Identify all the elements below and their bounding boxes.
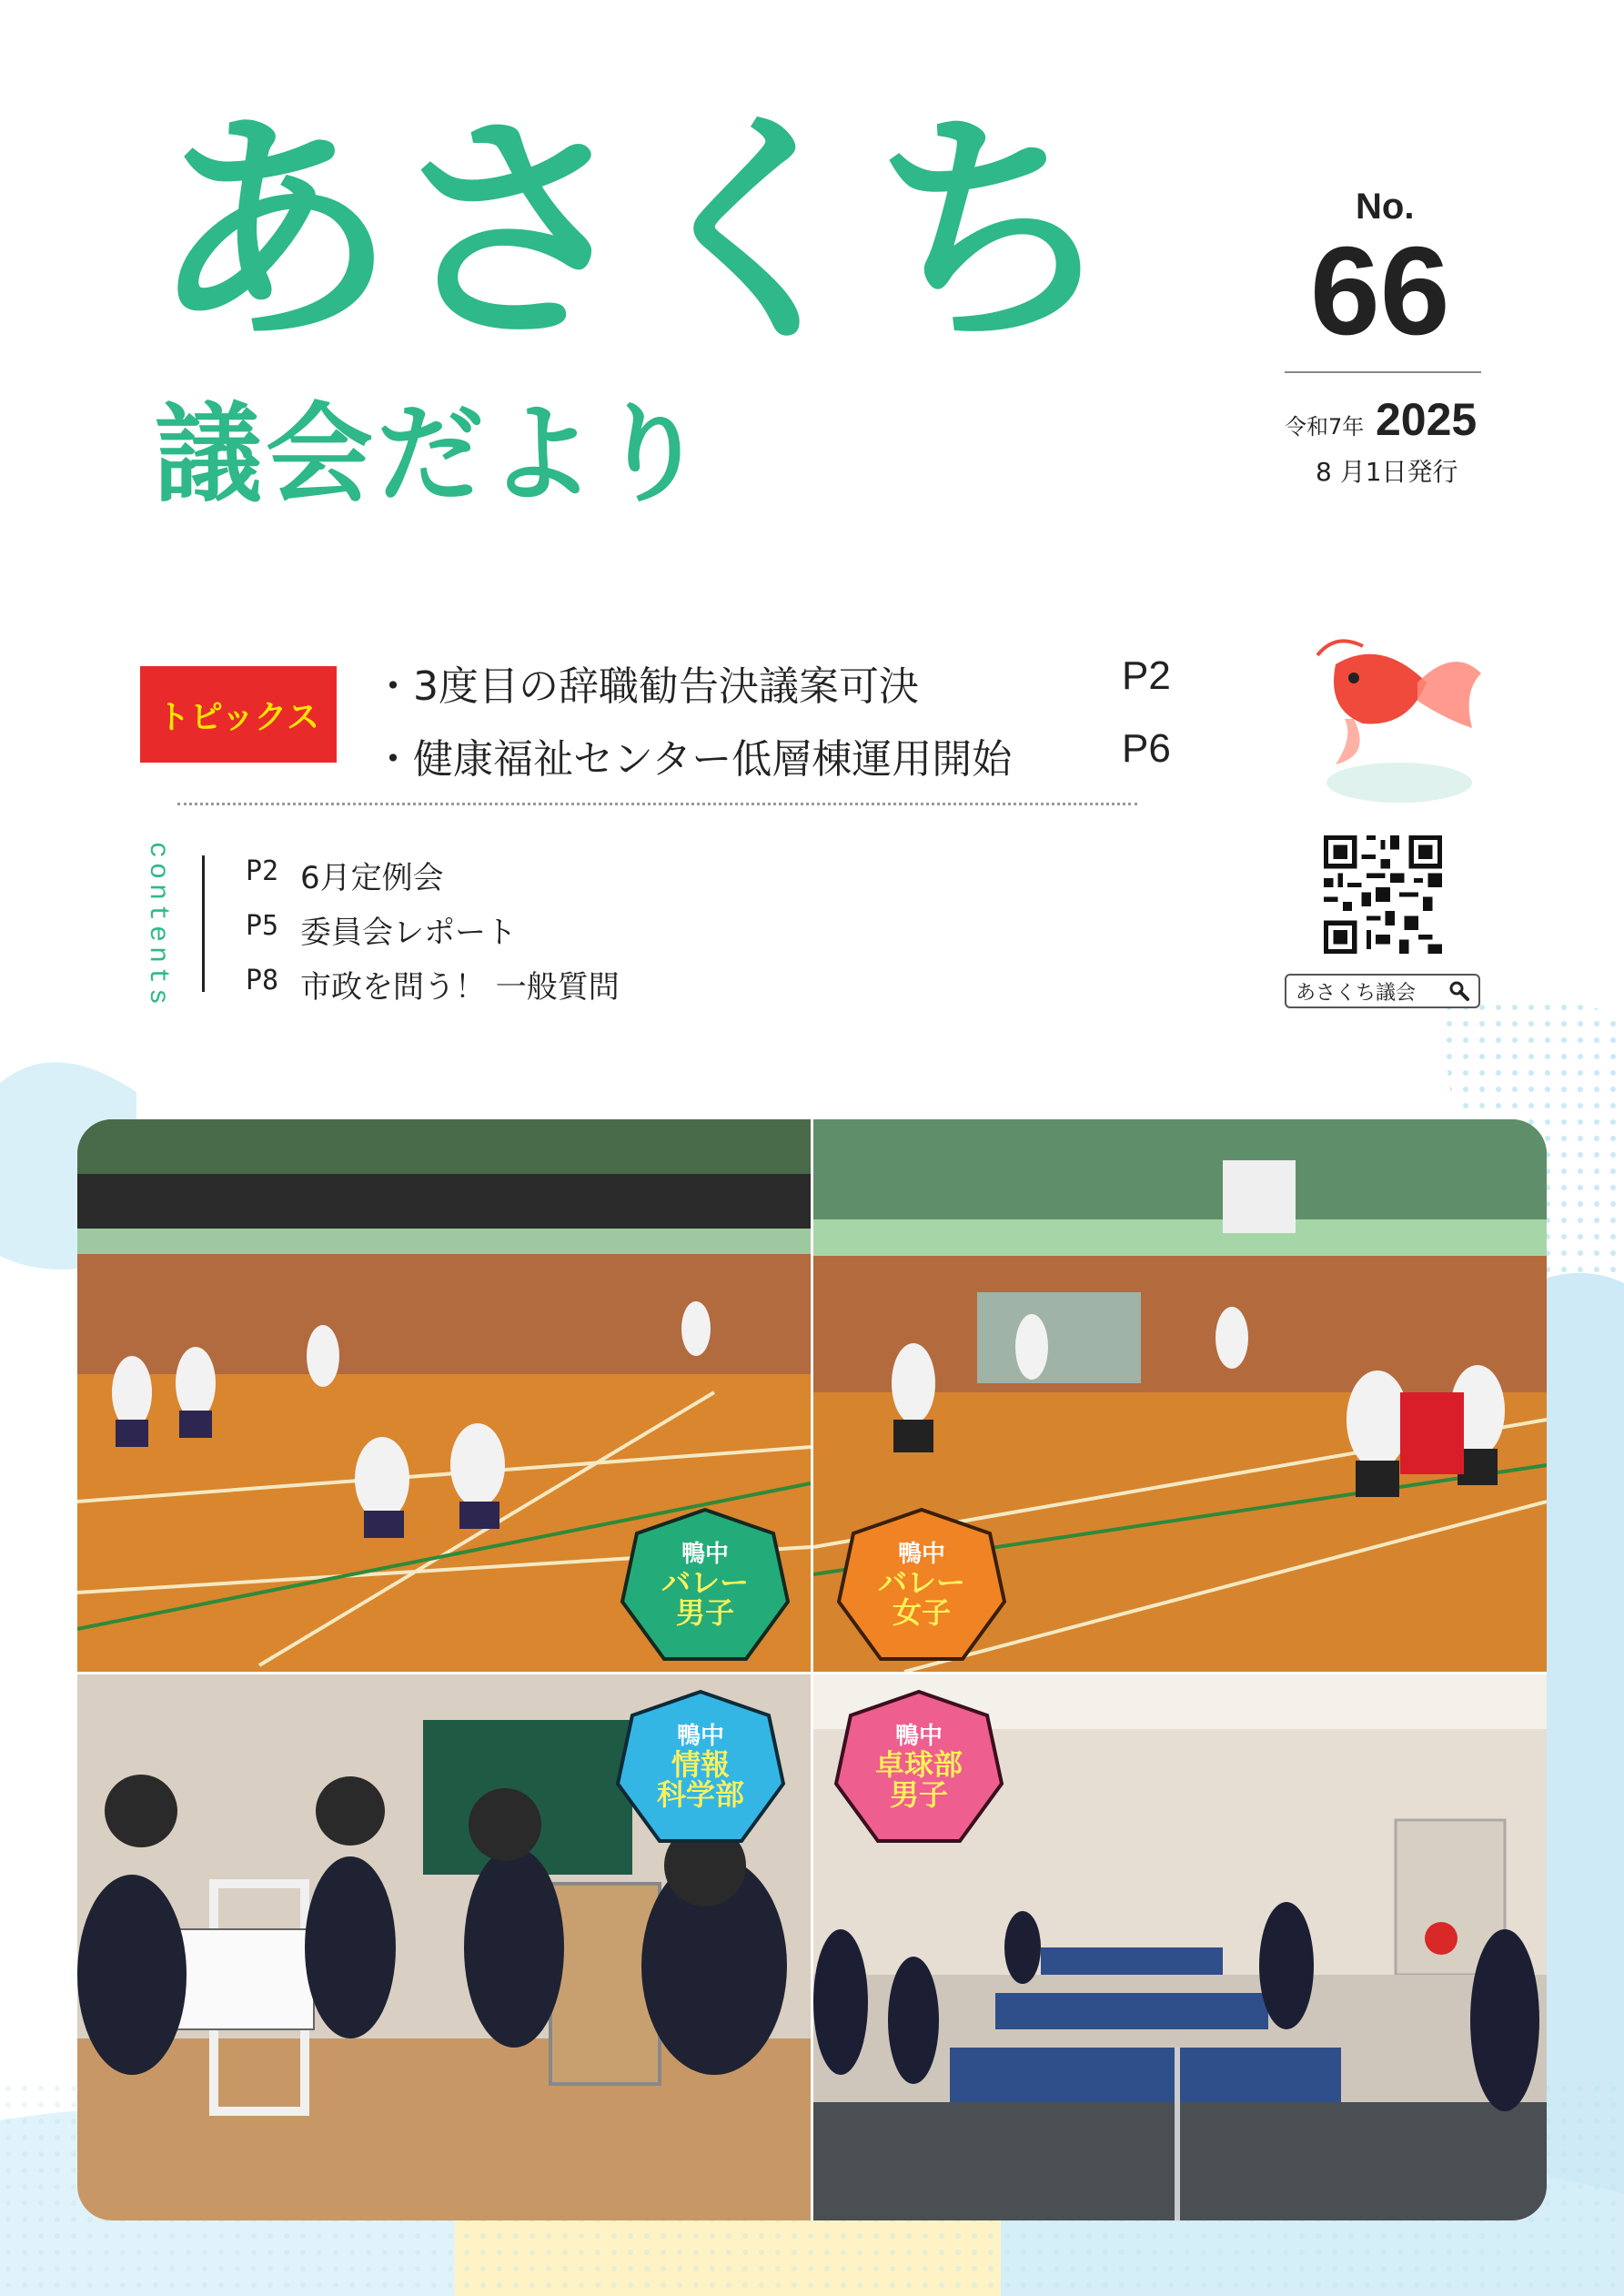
topic-item-2[interactable]: ・健康福祉センター低層棟運用開始 xyxy=(373,736,1013,783)
badge-label-line1: バレー xyxy=(877,1564,965,1600)
contents-heading: contents xyxy=(142,842,173,1010)
search-box[interactable] xyxy=(1285,974,1480,1008)
contents-item-3[interactable]: 市政を問う！ 一般質問 xyxy=(300,969,620,1006)
badge-label-top: 鴨中 xyxy=(681,1541,729,1569)
badge-label-line2: 男子 xyxy=(889,1777,948,1813)
publication-year: 2025 xyxy=(1376,394,1478,445)
badge-label-top: 鴨中 xyxy=(676,1723,724,1751)
search-text: あさくち議会 xyxy=(1296,981,1417,1005)
contents-bar xyxy=(202,855,205,992)
publication-date: 8 月1日発行 xyxy=(1316,457,1458,487)
topics-badge: トピックス xyxy=(140,666,337,763)
contents-page-3[interactable]: P8 xyxy=(246,965,279,996)
qr-code[interactable] xyxy=(1324,835,1442,954)
era-year: 令和7年 xyxy=(1285,414,1365,440)
badge-label-top: 鴨中 xyxy=(894,1723,943,1751)
photo-grid xyxy=(77,1119,1547,2220)
badge-label-line1: バレー xyxy=(661,1564,749,1600)
contents-page-2[interactable]: P5 xyxy=(246,910,279,942)
publication-subtitle: 議会だより xyxy=(155,391,711,517)
issue-divider xyxy=(1285,371,1481,373)
contents-item-1[interactable]: 6月定例会 xyxy=(300,860,444,896)
publication-title: あさくち xyxy=(150,88,1111,375)
badge-label-line2: 男子 xyxy=(675,1595,734,1631)
contents-page-1[interactable]: P2 xyxy=(246,855,279,887)
badge-label-line1: 卓球部 xyxy=(874,1746,963,1782)
badge-volleyball-girls xyxy=(835,1506,1008,1665)
issue-number: 66 xyxy=(1310,221,1450,361)
badge-info-science-club xyxy=(614,1688,787,1847)
topics-divider xyxy=(177,803,1137,805)
search-icon[interactable] xyxy=(1446,977,1473,1005)
badge-label-line2: 科学部 xyxy=(656,1777,744,1813)
badge-table-tennis xyxy=(832,1688,1005,1847)
badge-label-line1: 情報 xyxy=(671,1746,730,1782)
topic-page-1[interactable]: P2 xyxy=(1122,653,1171,698)
contents-item-2[interactable]: 委員会レポート xyxy=(300,915,517,951)
issue-label: No. xyxy=(1356,187,1415,227)
badge-label-line2: 女子 xyxy=(892,1595,951,1631)
goldfish-illustration xyxy=(1299,628,1490,810)
badge-volleyball-boys xyxy=(619,1506,792,1665)
topic-page-2[interactable]: P6 xyxy=(1122,726,1171,771)
badge-label-top: 鴨中 xyxy=(897,1541,945,1569)
topic-item-1[interactable]: ・3度目の辞職勧告決議案可決 xyxy=(373,663,919,710)
